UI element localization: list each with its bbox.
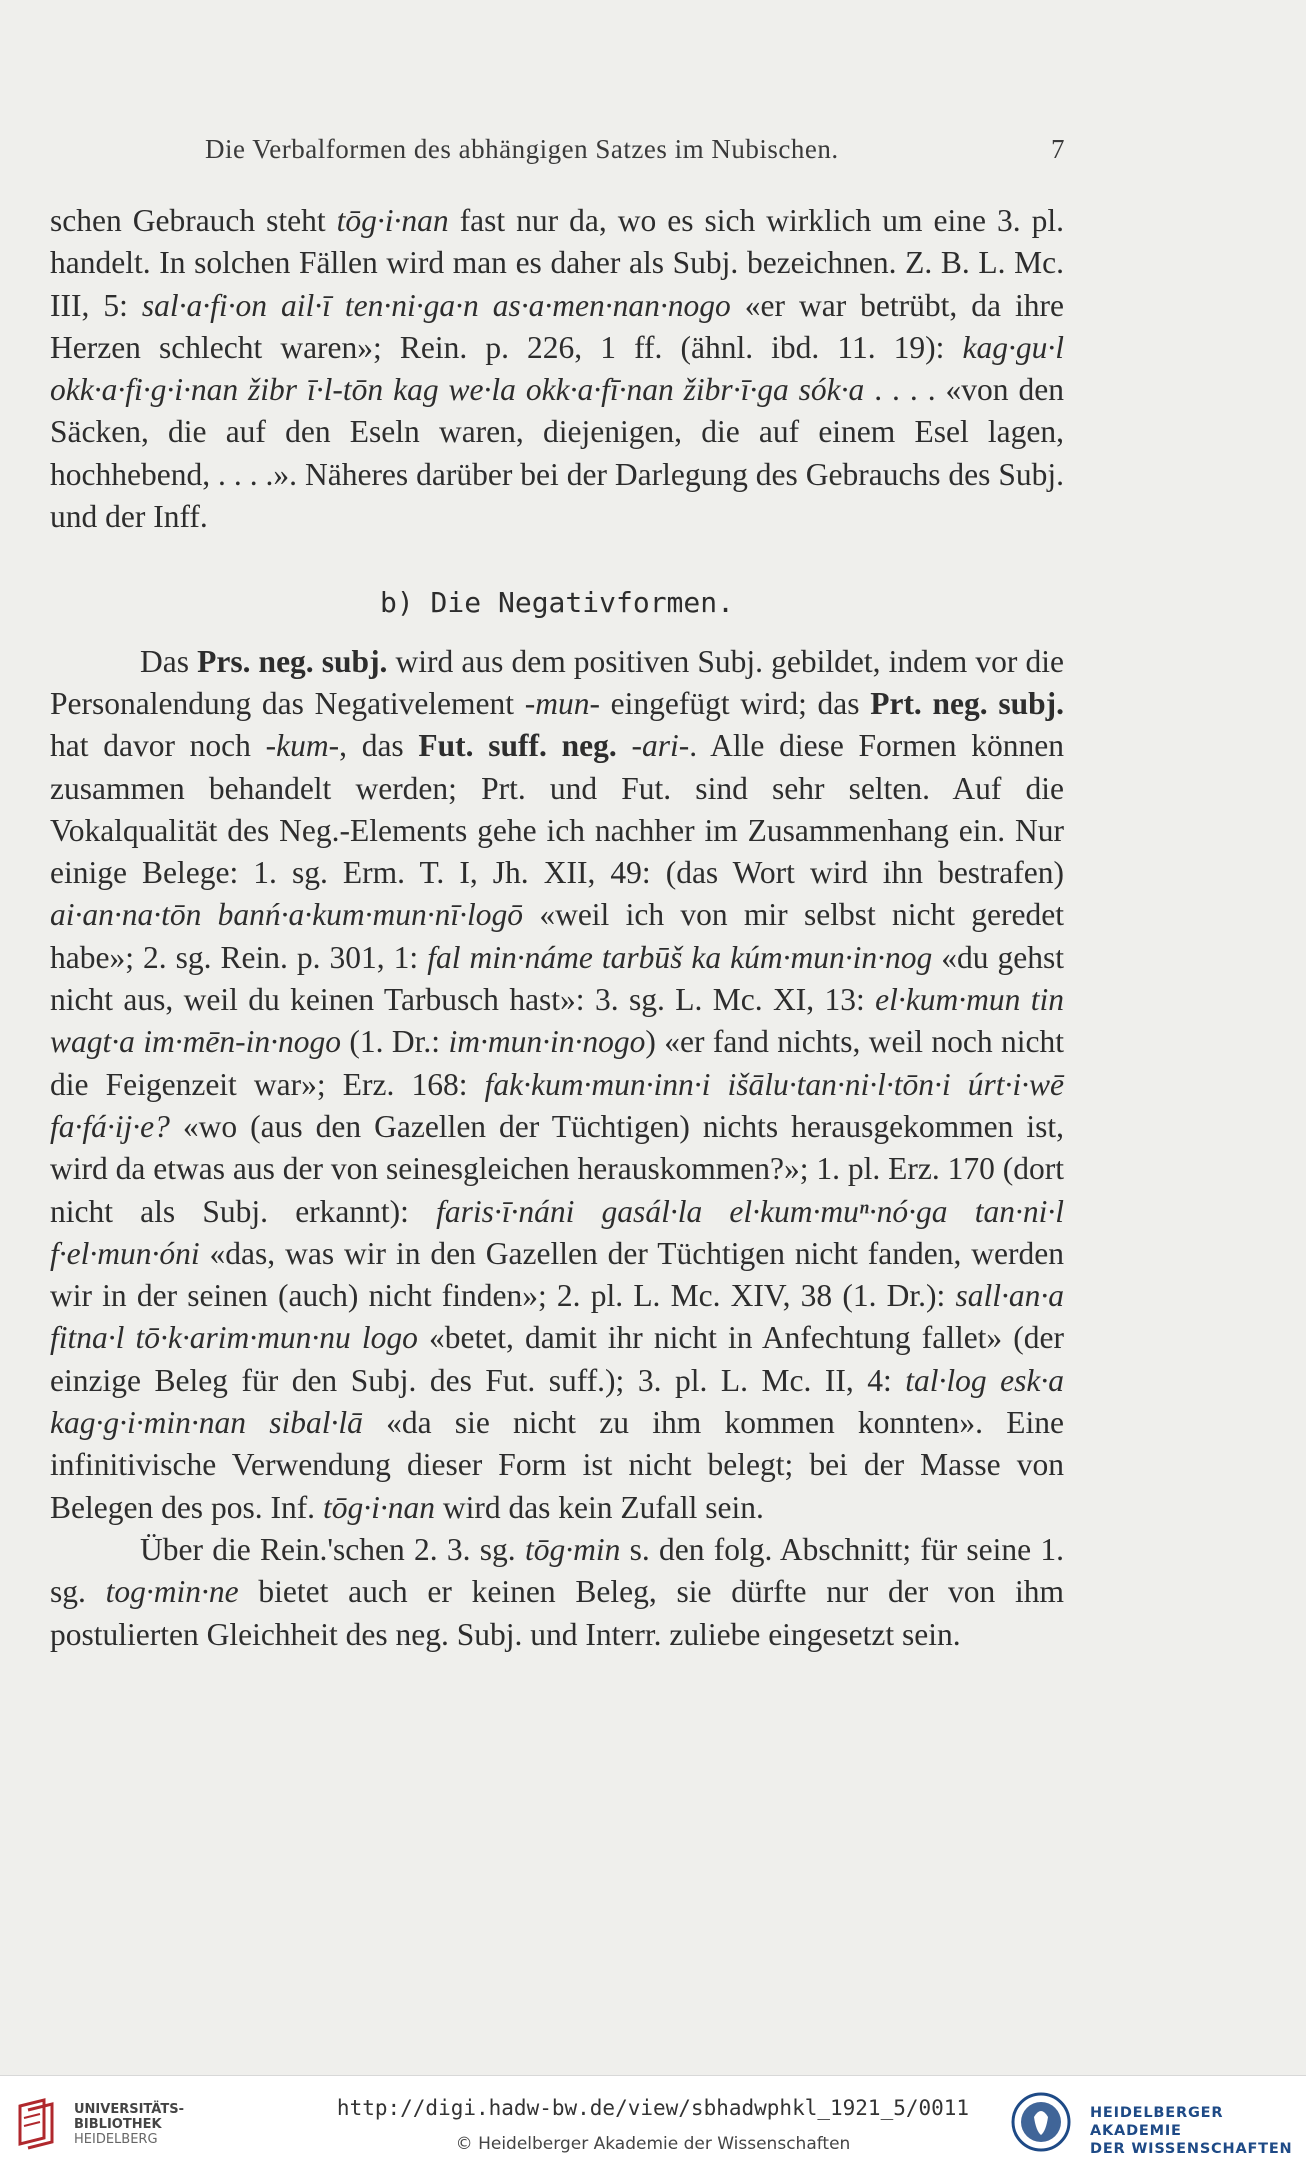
grammar-term: Fut. suff. neg. <box>418 728 617 764</box>
text-run: schen Gebrauch steht <box>50 203 337 238</box>
text-run: bietet auch er keinen Beleg, sie dürfte nur der von ihm postulierten Gleichheit des neg. Subj. und Interr. zuliebe eingesetzt sein. <box>50 1574 1064 1652</box>
text-run: . Alle diese Formen können zusammen behandelt werden; Prt. und Fut. sind sehr selten. Auf die Vokalqualität des Neg.-Elements gehe ich nachher im Zusammenhang ein. Nur einige Belege: 1. sg. Erm. T. I, Jh. XII, 49: (das Wort wird ihn bestrafen) <box>50 728 1064 891</box>
library-line-1: UNIVERSITÄTS- <box>74 2102 184 2117</box>
nubian-example: tōg·i·nan <box>336 203 449 238</box>
text-run: . . . . «von den Säcken, die auf den Eseln waren, diejenigen, die auf einem Esel lagen, hochhebend, . . . .». Näheres darüber bei der Darlegung des Gebrauchs des Subj. und der Inff. <box>50 372 1064 535</box>
text-run: wird das kein Zufall sein. <box>434 1489 764 1525</box>
nubian-example: tog·min·ne <box>105 1574 239 1610</box>
text-run: «da sie nicht zu ihm kommen konnten». Eine infinitivische Verwendung dieser Form ist nicht belegt; bei der Masse von Belegen des pos. Inf. <box>50 1405 1064 1525</box>
text-run: eingefügt wird; das <box>599 685 871 721</box>
paragraph-2 <box>50 641 1064 1529</box>
text-run: , das <box>339 728 419 764</box>
text-run: Das <box>140 643 198 679</box>
text-run: s. den folg. Abschnitt; für seine 1. sg. <box>50 1531 1064 1610</box>
paragraph-1 <box>50 200 1064 538</box>
academy-label <box>1090 2104 1306 2158</box>
footer-url-link[interactable]: http://digi.hadw-bw.de/view/sbhadwphkl_1921_5/0011 <box>336 2096 970 2120</box>
text-run: wird aus dem positiven Subj. gebildet, indem vor die Personalendung das Negativelement <box>50 643 1064 721</box>
academy-line-1: HEIDELBERGER AKADEMIE <box>1090 2105 1224 2139</box>
running-title: Die Verbalformen des abhängigen Satzes im Nubischen. <box>205 134 839 164</box>
text-run <box>617 728 632 763</box>
nubian-example: -kum- <box>265 728 340 764</box>
grammar-term: Prt. neg. subj. <box>870 685 1064 721</box>
nubian-example: ai·an·na·tōn banń·a·kum·mun·nī·logō <box>50 897 524 933</box>
text-run: (1. Dr.: <box>341 1024 449 1060</box>
body-text <box>50 200 1064 1656</box>
nubian-example: sal·a·fi·on ail·ī ten·ni·ga·n as·a·men·nan·nogo <box>141 287 731 323</box>
nubian-example: fal min·náme tarbūš ka kúm·mun·in·nog <box>427 939 933 975</box>
nubian-example: tōg·i·nan <box>322 1489 435 1525</box>
footer-bar <box>0 2075 1306 2170</box>
text-run: Über die Rein.'schen 2. 3. sg. <box>140 1531 525 1567</box>
academy-line-2: DER WISSENSCHAFTEN <box>1090 2141 1293 2157</box>
running-head <box>205 134 1065 165</box>
page-number: 7 <box>1051 134 1065 164</box>
paragraph-3 <box>50 1529 1064 1656</box>
library-line-3: HEIDELBERG <box>74 2132 158 2147</box>
text-run: «betet, damit ihr nicht in Anfechtung fallet» (der einzige Beleg für den Subj. des Fut. suff.); 3. pl. L. Mc. II, 4: <box>50 1320 1065 1398</box>
text-run: ) «er fand nichts, weil noch nicht die Feigenzeit war»; Erz. 168: <box>50 1024 1065 1102</box>
text-run: «er war betrübt, da ihre Herzen schlecht waren»; Rein. p. 226, 1 ff. (ähnl. ibd. 11. 19): <box>50 287 1064 365</box>
section-heading: b) Die Negativformen. <box>379 586 734 620</box>
nubian-example: el·kum·mun tin wagt·a im·mēn-in·nogo <box>50 982 1065 1060</box>
text-run: «weil ich von mir selbst nicht geredet habe»; 2. sg. Rein. p. 301, 1: <box>50 897 1064 975</box>
nubian-example: -ari- <box>631 728 690 764</box>
nubian-example: faris·ī·náni gasál·la el·kum·muⁿ·nó·ga tan·ni·l f·el·mun·óni <box>50 1193 1064 1271</box>
text-run: «das, was wir in den Gazellen der Tüchtigen nicht fanden, werden wir in der seinen (auch) nicht finden»; 2. pl. L. Mc. XIV, 38 (1. Dr.): <box>50 1235 1064 1314</box>
footer-copyright: © Heidelberger Akademie der Wissenschaften <box>455 2134 851 2154</box>
nubian-example: tōg·min <box>524 1531 621 1567</box>
nubian-example: tal·log esk·a kag·g·i·min·nan sibal·lā <box>50 1362 1064 1441</box>
text-run: «du gehst nicht aus, weil du keinen Tarbusch hast»: 3. sg. L. Mc. XI, 13: <box>50 939 1065 1018</box>
nubian-example: sall·an·a fitna·l tō·k·arim·mun·nu logo <box>50 1278 1064 1356</box>
text-run: hat davor noch <box>50 728 266 764</box>
text-run: fast nur da, wo es sich wirklich um eine 3. pl. handelt. In solchen Fällen wird man es daher als Subj. bezeichnen. Z. B. L. Mc. III, 5: <box>50 203 1064 323</box>
academy-seal-icon <box>1010 2091 1072 2153</box>
text-run: «wo (aus den Gazellen der Tüchtigen) nichts herausgekommen ist, wird da etwas aus der von seinesgleichen herauskommen?»; 1. pl. Erz. 170 (dort nicht als Subj. erkannt): <box>50 1108 1064 1229</box>
nubian-example: im·mun·in·nogo <box>448 1024 646 1060</box>
nubian-example: kag·gu·l okk·a·fi·g·i·nan žibr ī·l-tōn kag we·la okk·a·fī·nan žibr·ī·ga sók·a <box>50 329 1064 408</box>
library-line-2: BIBLIOTHEK <box>74 2117 162 2132</box>
nubian-example: fak·kum·mun·inn·i išālu·tan·ni·l·tōn·i úrt·i·wē fa·fá·ij·e? <box>50 1066 1064 1144</box>
grammar-term: Prs. neg. subj. <box>197 643 388 679</box>
nubian-example: -mun- <box>524 685 600 721</box>
